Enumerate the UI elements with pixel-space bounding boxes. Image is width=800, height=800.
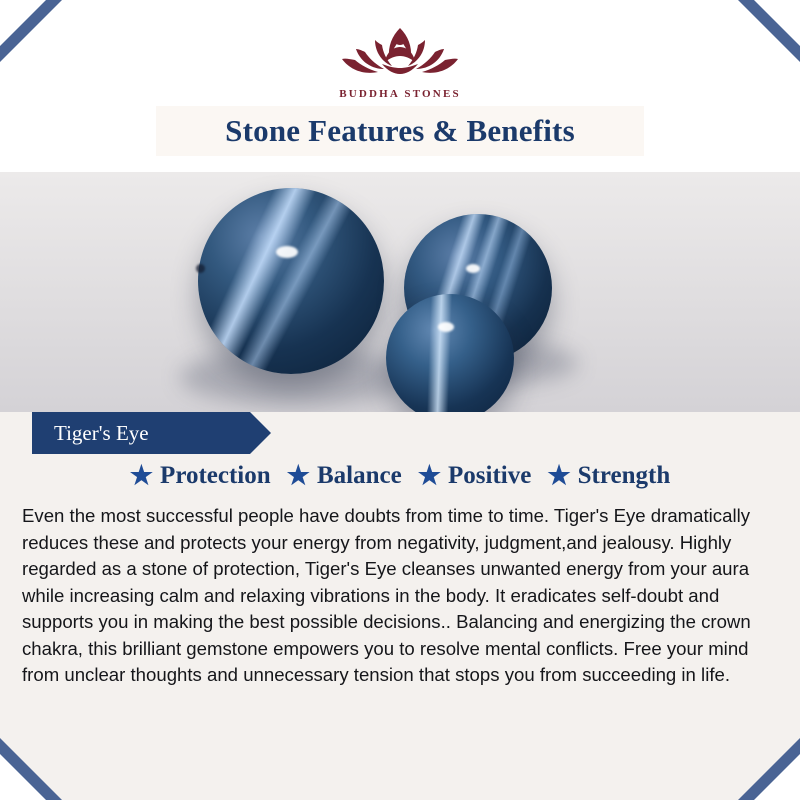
star-icon: ★: [286, 461, 310, 490]
sphere-sheen: [386, 294, 514, 412]
benefit-label: Balance: [316, 462, 402, 489]
benefit-item: [411, 462, 539, 490]
benefit-item: [540, 462, 677, 490]
brand-logo: [0, 14, 800, 100]
hero-image: [0, 172, 800, 412]
sphere-highlight: [276, 246, 298, 258]
benefit-item: [123, 462, 278, 490]
title-banner: [156, 106, 644, 156]
description-text: Even the most successful people have doubts from time to time. Tiger's Eye dramatically reduces these and protects your energy from negativity, judgment,and jealousy. Highly regarded as a stone of protection, Tiger's Eye cleanses unwanted energy from your aura while increasing calm and relaxing vibrations in the body. It eradicates self-doubt and supports you in making the best possible decisions.. Balancing and energizing the crown chakra, this brilliant gemstone empowers you to resolve mental conflicts. Free your mind from unclear thoughts and unnecessary tension that stops you from succeeding in life.: [22, 505, 751, 686]
sphere-sheen: [198, 188, 384, 374]
stone-sphere-small: [386, 294, 514, 412]
stone-name-tab: [32, 412, 250, 454]
corner-decoration-bottom-left-inner: [0, 754, 46, 800]
benefits-row: [0, 462, 800, 490]
star-icon: ★: [547, 461, 571, 490]
star-icon: ★: [129, 461, 154, 490]
corner-decoration-bottom-right-inner: [754, 754, 800, 800]
sphere-speck: [196, 264, 205, 273]
benefit-item: [280, 462, 409, 490]
benefit-label: Positive: [448, 462, 532, 489]
star-icon: ★: [417, 461, 441, 490]
stone-sphere-large: [198, 188, 384, 374]
benefit-label: Strength: [577, 462, 671, 489]
page-title: Stone Features & Benefits: [225, 113, 575, 148]
benefit-label: Protection: [160, 462, 271, 489]
lotus-meditation-icon: [330, 14, 470, 84]
sphere-highlight: [438, 322, 454, 332]
brand-name: BUDDHA STONES: [339, 88, 461, 100]
sphere-highlight: [466, 264, 480, 273]
stone-name-label: Tiger's Eye: [54, 420, 149, 445]
